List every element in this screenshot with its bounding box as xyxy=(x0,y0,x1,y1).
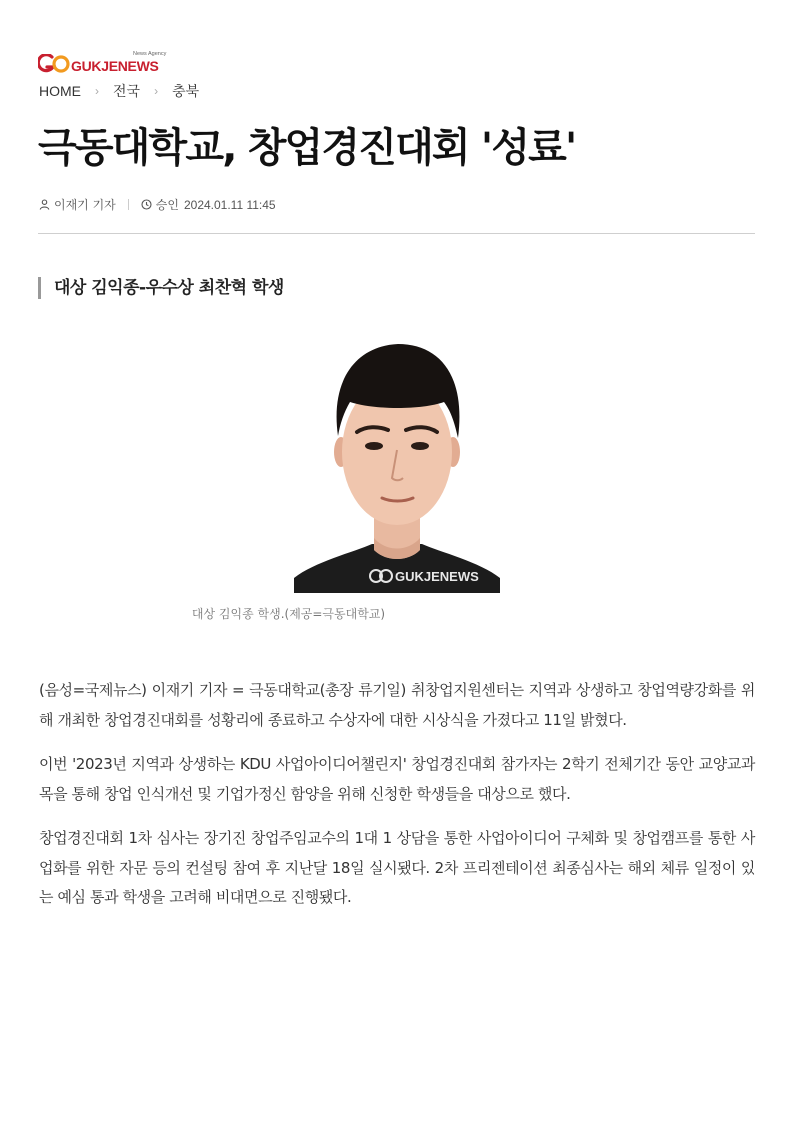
approved-label: 승인 xyxy=(155,198,179,212)
author-info xyxy=(39,196,116,213)
logo-text: GUKJENEWS xyxy=(71,58,159,74)
clock-icon xyxy=(141,199,152,210)
site-logo[interactable] xyxy=(38,52,178,78)
chevron-right-icon: › xyxy=(95,84,99,98)
breadcrumb xyxy=(39,82,199,100)
breadcrumb-home[interactable]: HOME xyxy=(39,83,81,99)
article-paragraph: 창업경진대회 1차 심사는 장기진 창업주임교수의 1대 1 상담을 통한 사업아이디어 구체화 및 창업캠프를 통한 사업화를 위한 자문 등의 컨설팅 참여 후 지난달 18일 실시됐다. 2차 프리젠테이션 최종심사는 해외 체류 일정이 있는 예심 통과 학생을 고려해 비대면으로 진행됐다. xyxy=(39,829,755,906)
article-meta xyxy=(39,196,276,213)
article-title: 극동대학교, 창업경진대회 '성료' xyxy=(38,125,576,171)
breadcrumb-region[interactable]: 전국 xyxy=(113,83,141,99)
article-photo[interactable] xyxy=(294,340,500,593)
person-icon xyxy=(39,199,50,210)
author-name[interactable]: 이재기 기자 xyxy=(54,198,116,212)
article-paragraph: 이번 '2023년 지역과 상생하는 KDU 사업아이디어챌린지' 창업경진대회 참가자는 2학기 전체기간 동안 교양교과목을 통해 창업 인식개선 및 기업가정신 함양을 위해 신청한 학생들을 대상으로 했다. xyxy=(39,755,755,803)
photo-watermark: GUKJENEWS xyxy=(395,569,479,584)
article-body xyxy=(39,676,755,928)
publish-date: 2024.01.11 11:45 xyxy=(183,197,276,212)
logo-mark-icon xyxy=(38,54,70,74)
publish-info xyxy=(141,196,276,213)
breadcrumb-subregion[interactable]: 충북 xyxy=(172,83,200,99)
logo-subtext: News Agency xyxy=(133,51,167,57)
chevron-right-icon: › xyxy=(154,84,159,98)
photo-caption-row xyxy=(0,605,793,622)
header-divider xyxy=(38,233,755,234)
article-subtitle: 대상 김익종-우수상 최찬혁 학생 xyxy=(38,277,284,299)
portrait-image xyxy=(294,340,500,593)
meta-divider xyxy=(128,199,129,210)
photo-caption: 대상 김익종 학생.(제공=극동대학교) xyxy=(191,607,386,621)
article-paragraph: (음성=국제뉴스) 이재기 기자 = 극동대학교(총장 류기일) 취창업지원센터는 지역과 상생하고 창업역량강화를 위해 개최한 창업경진대회를 성황리에 종료하고 수상자에 대한 시상식을 가졌다고 11일 밝혔다. xyxy=(39,681,755,729)
